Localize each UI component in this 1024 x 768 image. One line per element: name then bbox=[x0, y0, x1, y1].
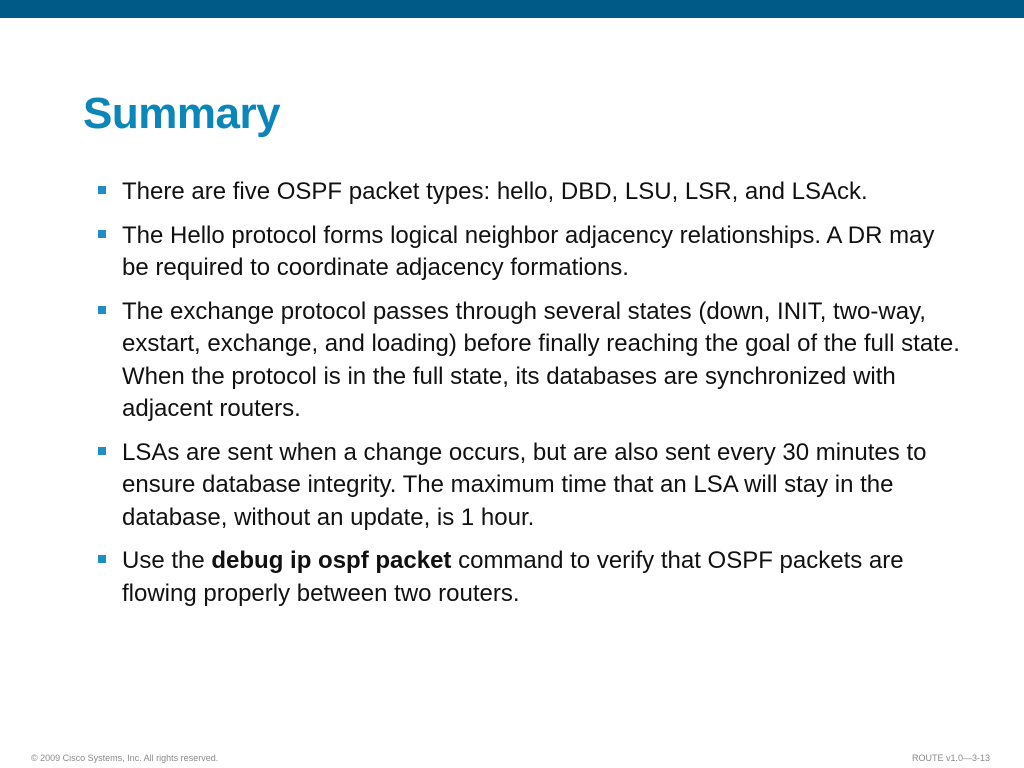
bullet-item bbox=[96, 437, 966, 535]
bullet-text: The exchange protocol passes through several states (down, INIT, two-way, exstart, exchange, and loading) before finally reaching the goal of the full state. When the protocol is in the full state, its databases are synchronized with adjacent routers. bbox=[122, 297, 960, 422]
bullet-text: LSAs are sent when a change occurs, but are also sent every 30 minutes to ensure database integrity. The maximum time that an LSA will stay in the database, without an update, is 1 hour. bbox=[122, 438, 927, 531]
bullet-text: The Hello protocol forms logical neighbor adjacency relationships. A DR may be required to coordinate adjacency formations. bbox=[122, 221, 935, 281]
square-bullet-icon bbox=[98, 186, 106, 194]
square-bullet-icon bbox=[98, 306, 106, 314]
bullet-item bbox=[96, 545, 966, 610]
square-bullet-icon bbox=[98, 230, 106, 238]
bullet-text-prefix: Use the bbox=[122, 547, 212, 574]
top-banner bbox=[0, 0, 1024, 18]
course-page-number: ROUTE v1.0—3-13 bbox=[911, 753, 990, 763]
bullet-item bbox=[96, 176, 966, 209]
debug-command-text: debug ip ospf packet bbox=[211, 547, 452, 574]
square-bullet-icon bbox=[98, 447, 106, 455]
bullet-item bbox=[96, 296, 966, 426]
bullet-text: There are five OSPF packet types: hello, DBD, LSU, LSR, and LSAck. bbox=[122, 178, 868, 205]
copyright-notice: © 2009 Cisco Systems, Inc. All rights reserved. bbox=[31, 753, 219, 763]
bullet-text-suffix: command to verify that OSPF packets are flowing properly between two routers. bbox=[122, 547, 904, 607]
slide-title: Summary bbox=[83, 89, 281, 138]
summary-bullet-list bbox=[96, 176, 966, 621]
bullet-item bbox=[96, 220, 966, 285]
square-bullet-icon bbox=[98, 555, 106, 563]
